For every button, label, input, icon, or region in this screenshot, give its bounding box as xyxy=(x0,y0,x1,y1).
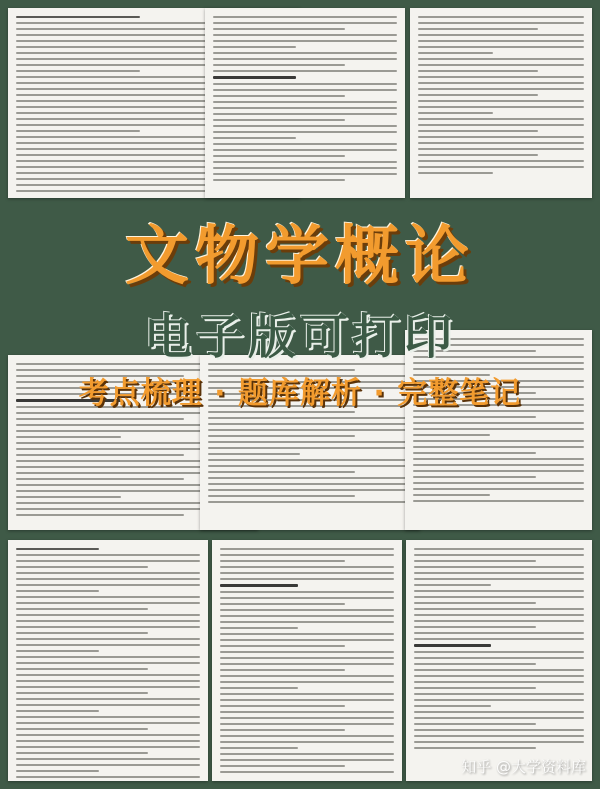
doc-page-bottom-left xyxy=(8,540,208,781)
watermark: 知乎 @大学资料库 xyxy=(461,758,586,776)
banner-subtitle: 电子版可打印 xyxy=(143,309,456,365)
doc-page-top-right xyxy=(410,8,592,198)
doc-text-lines xyxy=(16,548,200,781)
doc-page-top-middle xyxy=(205,8,405,198)
doc-page-bottom-right xyxy=(406,540,592,781)
banner-title: 文物学概论 xyxy=(125,220,475,294)
doc-text-lines xyxy=(213,16,397,185)
doc-text-lines xyxy=(418,16,584,178)
banner-tags: 考点梳理 · 题库解析 · 完整笔记 xyxy=(78,376,522,411)
doc-page-bottom-middle xyxy=(212,540,402,781)
doc-text-lines xyxy=(414,548,584,753)
doc-text-lines xyxy=(220,548,394,777)
